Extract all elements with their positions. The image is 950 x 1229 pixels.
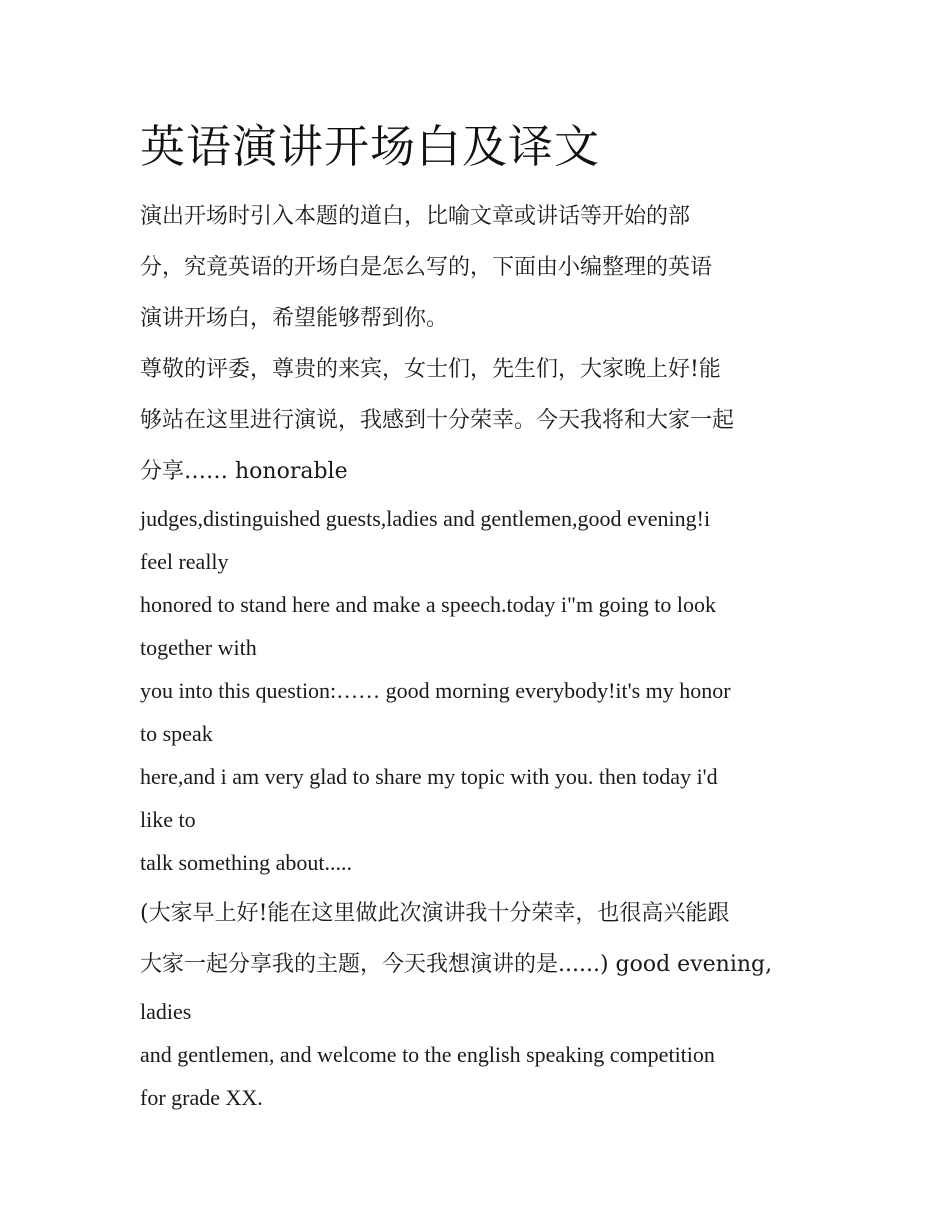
body-line: and gentlemen, and welcome to the english speaking competition [140,1042,715,1067]
body-line: 够站在这里进行演说，我感到十分荣幸。今天我将和大家一起 [140,408,735,433]
body-line: for grade XX. [140,1085,263,1110]
body-line: together with [140,635,257,660]
body-line: 分享…… honorable [140,459,348,484]
body-line: 演出开场时引入本题的道白，比喻文章或讲话等开始的部 [140,204,691,229]
body-line: to speak [140,721,213,746]
document-page [140,116,820,1119]
body-line: 演讲开场白，希望能够帮到你。 [140,306,449,331]
body-line: judges,distinguished guests,ladies and gentlemen,good evening!i [140,506,711,531]
body-line: like to [140,807,196,832]
body-line: feel really [140,549,229,574]
page-title: 英语演讲开场白及译文 [140,120,601,173]
body-line: 尊敬的评委，尊贵的来宾，女士们，先生们，大家晚上好!能 [140,357,721,382]
body-line: you into this question:…… good morning everybody!it's my honor [140,678,731,703]
body-line: ladies [140,999,192,1024]
body-line: 大家一起分享我的主题，今天我想演讲的是......) good evening, [140,952,773,977]
body-line: (大家早上好!能在这里做此次演讲我十分荣幸，也很高兴能跟 [140,901,730,926]
body-line: 分，究竟英语的开场白是怎么写的，下面由小编整理的英语 [140,255,713,280]
body-line: honored to stand here and make a speech.today i"m going to look [140,592,716,617]
body-line: here,and i am very glad to share my topic with you. then today i'd [140,764,718,789]
body-line: talk something about..... [140,850,353,875]
